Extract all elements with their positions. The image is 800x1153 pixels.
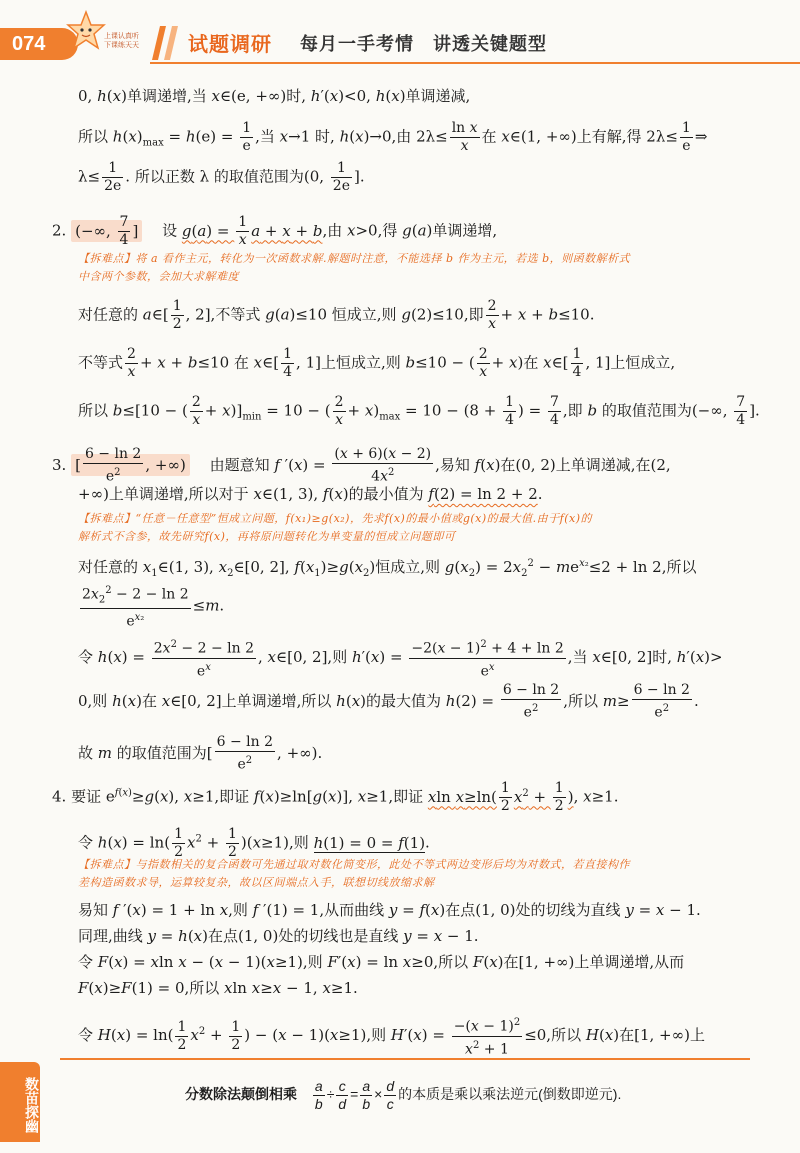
motto-line-2: 下课练天天	[104, 42, 139, 49]
text-line: 令 h(x) = ln( $\frac{1}{2}$ $x^2$ + $\frac{1}{2}$ )(x≥1),则 h(1) = 0 = f(1).	[78, 826, 430, 860]
text-line: 对任意的 a∈[ $\frac{1}{2}$ , 2],不等式 g(a)≤10 恒成立,则 g(2)≤10,即 $\frac{2}{x}$ + x + b≤10.	[78, 298, 595, 332]
text-line: 令 h(x) = $\frac{2x^2 - 2 - \ln 2}{e^x}$ , x∈[0, 2],则 h′(x) = $\frac{-2(x - 1)^2 + 4 + \ln 2}{e^x}$ ,当 x∈[0, 2]时, h′(x)>	[78, 636, 723, 680]
question-3: 3. [ $\frac{6 - \ln 2}{e^2}$ , +∞) 由题意知 f ′(x) = $\frac{(x + 6)(x - 2)}{4x^2}$ ,易知 f(x)在(0, 2)上单调递减,在(2,	[52, 446, 671, 485]
hint-note: 【拆难点】将 a 看作主元，转化为一次函数求解.解题时注意，不能选择 b 作为主元，若选 b，则函数解析式	[78, 252, 631, 265]
text-line: 易知 f ′(x) = 1 + ln x,则 f ′(1) = 1,从而曲线 y = f(x)在点(1, 0)处的切线为直线 y = x − 1.	[78, 901, 701, 919]
text-line: 所以 $h(x)_{max} = h(e)$ = $\frac{1}{e}$ ,当 x→1 时, h(x)→0,由 2λ≤ $\frac{\text{ln x}}{x}$ 在 x∈(1, +∞)上有解,得 2λ≤ $\frac{1}{e}$ ⇒	[78, 120, 708, 154]
hint-note: 【拆难点】与指数相关的复合函数可先通过取对数化简变形，此处不等式两边变形后均为对数式，若直接构作	[78, 858, 630, 871]
text-line: λ≤ $\frac{1}{2e}$ . 所以正数 λ 的取值范围为(0, $\frac{1}{2e}$ ].	[78, 160, 365, 194]
star-mascot-icon	[66, 10, 106, 54]
header-subtitle: 每月一手考情 讲透关键题型	[300, 34, 547, 54]
motto-line-1: 上课认真听	[104, 33, 139, 40]
text-line: 同理,曲线 y = h(x)在点(1, 0)处的切线也是直线 y = x − 1.	[78, 927, 479, 945]
hint-note: 【拆难点】“任意－任意型”恒成立问题，f(x₁)≥g(x₂)，先求f(x)的最小值或g(x)的最大值.由于f(x)的	[78, 512, 593, 525]
hint-note: 解析式不含参，故先研究f(x)，再将原问题转化为单变量的恒成立问题即可	[78, 530, 456, 543]
header-motto	[104, 32, 139, 50]
text-line: 0,则 h(x)在 x∈[0, 2]上单调递增,所以 h(x)的最大值为 h(2) = $\frac{6 - \ln 2}{e^2}$ ,所以 m≥ $\frac{6 - \ln 2}{e^2}$ .	[78, 682, 699, 721]
footer-tip	[185, 1078, 621, 1113]
page-header	[0, 0, 800, 62]
footer-label: 分数除法颠倒相乘	[185, 1086, 297, 1103]
text-line: 所以 b≤[10 − ( $\frac{2}{x}$ + $x)]_{min} = 10$ − ( $\frac{2}{x}$ + $x)_{max} = 10 - (8$ + $\frac{1}{4}$ ) = $\frac{7}{4}$ ,即 b 的取值范围为(−∞, $\frac{7}{4}$ ].	[78, 394, 760, 428]
page-number: 074	[0, 28, 78, 60]
text-line: +∞)上单调递增,所以对于 x∈(1, 3), f(x)的最小值为 f(2) = ln 2 + 2.	[78, 485, 543, 503]
text-line: 不等式 $\frac{2}{x}$ + x + b≤10 在 x∈[ $\frac{1}{4}$ , 1]上恒成立,则 b≤10 − ( $\frac{2}{x}$ + x)在 x∈[ $\frac{1}{4}$ , 1]上恒成立,	[78, 346, 676, 380]
hint-note: 中含两个参数，会加大求解难度	[78, 270, 239, 283]
text-line: F(x)≥F(1) = 0,所以 xln x≥x − 1, x≥1.	[78, 979, 358, 997]
side-tab: 数苗探幽	[0, 1062, 40, 1142]
footer-text: 的本质是乘以乘法逆元(倒数即逆元).	[398, 1086, 622, 1103]
text-line: 故 m 的取值范围为[ $\frac{6 - \ln 2}{e^2}$ , +∞).	[78, 734, 323, 773]
text-line: $\frac{2x_2^2 - 2 - \ln 2}{e^{x_2}}$ ≤m.	[78, 582, 224, 631]
footer-formula: $\frac{a}{b}$ ÷ $\frac{c}{d}$ = $\frac{a}{b}$ × $\frac{d}{c}$	[314, 1078, 395, 1112]
footer-rule	[60, 1058, 750, 1060]
question-2: 2. (−∞, $\frac{7}{4}$ ] 设 g(a) = $\frac{1}{x}$ a + x + b,由 x>0,得 g(a)单调递增,	[52, 214, 498, 248]
slash-decoration-icon	[152, 26, 180, 60]
text-line: 对任意的 $x_1\in(1$, 3), $x_2\in[0$, 2], $f(x_1)\ge g(x_2)$恒成立,则 $g(x_2) = 2x_2^2 - me^{x_2}\le 2 + \ln 2$,所以	[78, 558, 697, 579]
section-title: 试题调研	[188, 34, 272, 56]
hint-note: 差构造函数求导，运算较复杂，故以区间端点入手，联想切线放缩求解	[78, 876, 435, 889]
text-line: 0, h(x)单调递增,当 x∈(e, +∞)时, h′(x)<0, h(x)单调递减,	[78, 87, 471, 105]
text-line: 令 F(x) = xln x − (x − 1)(x≥1),则 F′(x) = ln x≥0,所以 F(x)在[1, +∞)上单调递增,从而	[78, 953, 685, 971]
question-4: 4. 要证 $e^{f(x)}\ge g(x)$, x≥1,即证 f(x)≥ln[g(x)], x≥1,即证 xln x≥ln( $\frac{1}{2}$ $x^2$ + $\frac{1}{2}$ ), x≥1.	[52, 780, 619, 814]
header-rule	[150, 62, 800, 64]
text-line: 令 H(x) = ln( $\frac{1}{2}$ $x^2$ + $\frac{1}{2}$ ) − (x − 1)(x≥1),则 H′(x) = $\frac{-(x - 1)^2}{x^2 + 1}$ ≤0,所以 H(x)在[1, +∞)上	[78, 1014, 705, 1058]
